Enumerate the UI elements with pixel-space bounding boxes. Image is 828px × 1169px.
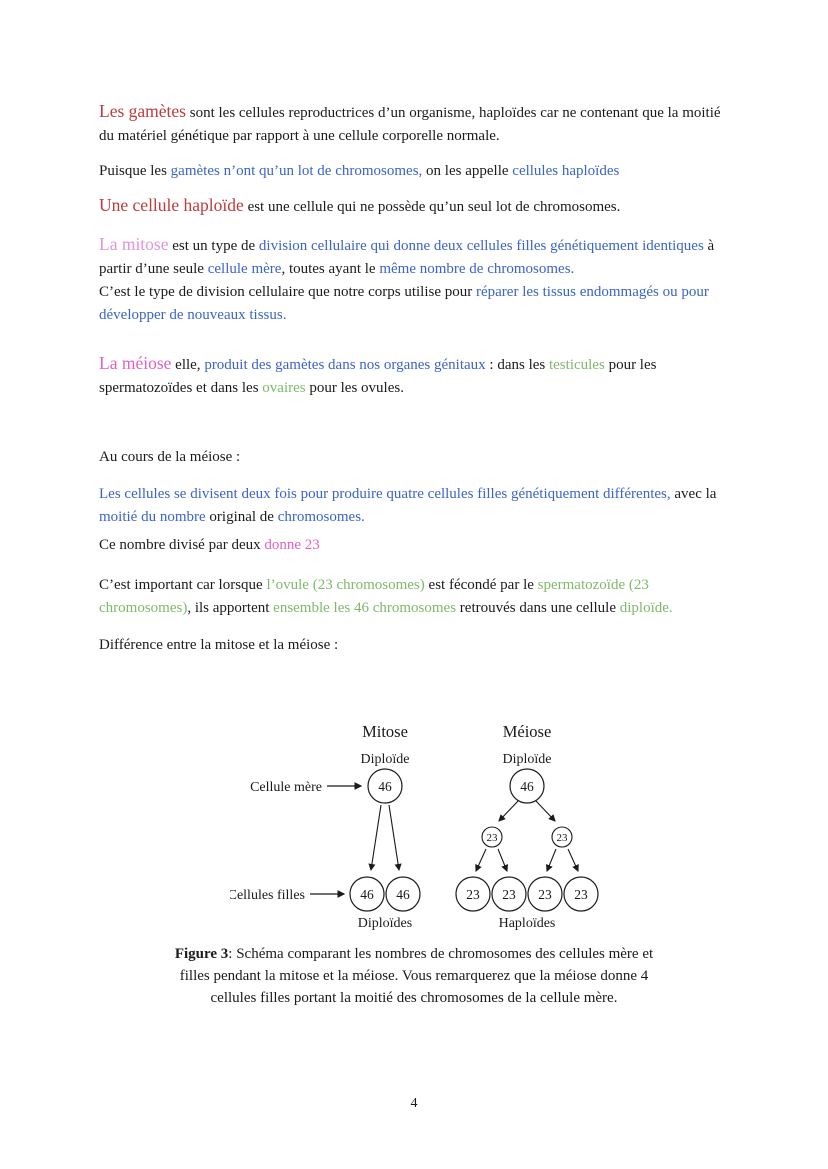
text-run: retrouvés dans une cellule bbox=[456, 600, 620, 616]
meiose-division1-arrow-left bbox=[499, 801, 518, 821]
text-run: ovaires bbox=[262, 380, 306, 396]
meiose-daughter-value-1: 23 bbox=[466, 887, 480, 902]
text-run: gamètes n’ont qu’un lot de chromosomes, bbox=[170, 163, 423, 179]
text-run: diploïde. bbox=[619, 600, 673, 616]
meiose-division2-arrow-3 bbox=[547, 849, 556, 871]
paragraph-mitose bbox=[99, 233, 735, 327]
text-run: donne 23 bbox=[264, 537, 320, 553]
text-run: Au cours de la méiose : bbox=[99, 449, 241, 465]
page-number: 4 bbox=[410, 1096, 418, 1111]
meiose-diploide-label: Diploïde bbox=[502, 752, 552, 767]
figure-caption-line-1 bbox=[0, 943, 828, 965]
text-run: sont les cellules reproductrices d’un organisme, haploïdes car ne contenant que la moitié du matériel génétique par rapport à une cellule corporelle normale. bbox=[99, 105, 721, 144]
meiose-column bbox=[456, 722, 598, 931]
meiose-haploides-label: Haploïdes bbox=[498, 916, 556, 931]
text-run: C’est le type de division cellulaire que notre corps utilise pour bbox=[99, 284, 476, 300]
meiose-division2-arrow-2 bbox=[498, 849, 507, 871]
text-run: est fécondé par le bbox=[424, 577, 538, 593]
text-run: réparer les tissus endommagés ou pour développer de nouveaux tissus. bbox=[99, 284, 709, 323]
text-run: cellules haploïdes bbox=[512, 163, 620, 179]
text-run: Puisque les bbox=[99, 163, 171, 179]
text-run: Ce nombre divisé par deux bbox=[99, 537, 265, 553]
cellule-mere-label: Cellule mère bbox=[250, 780, 322, 795]
mitose-title: Mitose bbox=[362, 722, 408, 741]
figure-caption-line-3 bbox=[0, 987, 828, 1009]
paragraph-haploid-intro bbox=[99, 160, 735, 183]
text-run: La mitose bbox=[99, 234, 169, 254]
mitose-daughter-value-2: 46 bbox=[396, 887, 410, 902]
paragraph-haploid-definition bbox=[99, 194, 735, 219]
meiose-daughter-value-4: 23 bbox=[574, 887, 588, 902]
text-run: La méiose bbox=[99, 353, 172, 373]
meiose-intermediate-value-1: 23 bbox=[486, 832, 498, 844]
text-run: on les appelle bbox=[422, 163, 513, 179]
text-run: original de bbox=[205, 509, 278, 525]
paragraph-au-cours bbox=[99, 446, 735, 469]
mitose-division-arrow-right bbox=[389, 805, 399, 870]
paragraph-division-deux-fois bbox=[99, 483, 735, 529]
text-run: : Schéma comparant les nombres de chromosomes des cellules mère et bbox=[228, 946, 654, 962]
cellules-filles-label: Cellules filles bbox=[230, 888, 305, 903]
text-run: division cellulaire qui donne deux cellules filles génétiquement identiques bbox=[258, 238, 704, 254]
mitose-mother-value: 46 bbox=[378, 779, 392, 794]
text-run: moitié du nombre bbox=[99, 509, 206, 525]
figure-caption-line-2 bbox=[0, 965, 828, 987]
paragraph-fecondation bbox=[99, 574, 735, 620]
text-run: Les cellules se divisent deux fois pour produire quatre cellules filles génétiquement différentes, bbox=[99, 486, 671, 502]
text-run: produit des gamètes dans nos organes génitaux bbox=[204, 357, 486, 373]
text-run: , toutes ayant le bbox=[281, 261, 380, 277]
text-run: l’ovule (23 chromosomes) bbox=[266, 577, 425, 593]
text-run: Figure 3 bbox=[174, 946, 229, 962]
text-run: chromosomes. bbox=[277, 509, 365, 525]
text-run: pour les ovules. bbox=[305, 380, 404, 396]
paragraph-meiose bbox=[99, 352, 735, 400]
paragraph-gametes bbox=[99, 100, 735, 148]
text-run: spermatozoïde (23 chromosomes) bbox=[99, 577, 649, 616]
paragraph-difference bbox=[99, 634, 735, 657]
text-run: Une cellule haploïde bbox=[99, 195, 244, 215]
paragraph-donne-23 bbox=[99, 534, 735, 557]
figure-3-diagram bbox=[230, 716, 610, 934]
mitose-division-arrow-left bbox=[371, 805, 381, 870]
text-run: filles pendant la mitose et la méiose. Vous remarquerez que la méiose donne 4 bbox=[179, 968, 649, 984]
text-run: à partir d’une seule bbox=[99, 238, 715, 277]
text-run: même nombre de chromosomes. bbox=[379, 261, 575, 277]
text-run: est une cellule qui ne possède qu’un seul lot de chromosomes. bbox=[243, 199, 621, 215]
meiose-mother-value: 46 bbox=[520, 779, 534, 794]
text-run: : dans les bbox=[485, 357, 549, 373]
meiose-division2-arrow-1 bbox=[476, 849, 486, 871]
meiose-daughter-value-2: 23 bbox=[502, 887, 516, 902]
mitose-meiose-schema bbox=[230, 716, 610, 934]
text-run: ensemble les 46 chromosomes bbox=[273, 600, 457, 616]
text-run: Les gamètes bbox=[99, 101, 186, 121]
meiose-division2-arrow-4 bbox=[568, 849, 578, 871]
text-run: cellules filles portant la moitié des chromosomes de la cellule mère. bbox=[210, 990, 618, 1006]
text-run: avec la bbox=[670, 486, 717, 502]
text-run: elle, bbox=[171, 357, 205, 373]
text-run: est un type de bbox=[168, 238, 259, 254]
mitose-diploide-label: Diploïde bbox=[360, 752, 410, 767]
text-run: testicules bbox=[548, 357, 605, 373]
text-run: C’est important car lorsque bbox=[99, 577, 267, 593]
meiose-daughter-value-3: 23 bbox=[538, 887, 552, 902]
mitose-daughter-value-1: 46 bbox=[360, 887, 374, 902]
text-run: , ils apportent bbox=[187, 600, 274, 616]
text-run: pour les spermatozoïdes et dans les bbox=[99, 357, 657, 396]
mitose-diploides-label: Diploïdes bbox=[357, 916, 413, 931]
text-run: cellule mère bbox=[207, 261, 282, 277]
meiose-title: Méiose bbox=[502, 722, 552, 741]
text-run: Différence entre la mitose et la méiose : bbox=[99, 637, 339, 653]
meiose-division1-arrow-right bbox=[536, 801, 555, 821]
mitose-column bbox=[230, 722, 420, 931]
meiose-intermediate-value-2: 23 bbox=[556, 832, 568, 844]
